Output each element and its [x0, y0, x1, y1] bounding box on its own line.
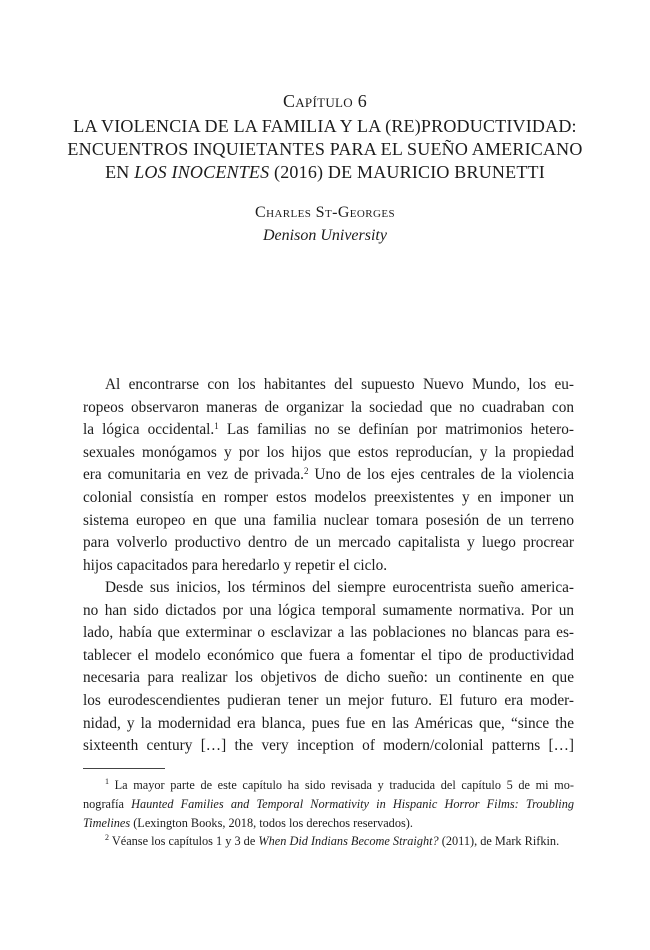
text-line: necesaria para realizar los objetivos de dicho sueño: un continente en que [83, 669, 574, 687]
book-title: When Did Indians Become Straight? [258, 834, 439, 849]
footnote-1-line [83, 814, 574, 833]
footnote-text: (Lexington Books, 2018, todos los derechos reservados). [130, 815, 413, 830]
title-text: (2016) DE MAURICIO BRUNETTI [269, 162, 545, 182]
footnotes [83, 776, 574, 851]
footnote-text: La mayor parte de este capítulo ha sido revisada y traducida del capítulo 5 de mi mo- [114, 778, 574, 792]
book-title: Timelines [83, 815, 131, 830]
body-paragraph-1 [83, 374, 574, 577]
footnote-text: Véanse los capítulos 1 y 3 de [111, 834, 259, 849]
footnote-divider [83, 768, 165, 769]
chapter-label: Capítulo 6 [282, 91, 368, 111]
title-text: EN [105, 162, 135, 182]
author-affiliation: Denison University [263, 227, 387, 244]
text-run: Las familias no se definían por matrimonios hetero- [218, 421, 574, 439]
body-paragraph-2 [83, 577, 574, 758]
chapter-title-line-1: LA VIOLENCIA DE LA FAMILIA Y LA (RE)PRODUCTIVIDAD: [73, 116, 577, 136]
text-line: nidad, y la modernidad era blanca, pues fue en las Américas que, “since the [83, 714, 574, 732]
text-run: Uno de los ejes centrales de la violencia [308, 466, 574, 484]
footnote-2-line [83, 832, 574, 851]
text-line [83, 419, 574, 442]
text-run: era comunitaria en vez de privada. [83, 466, 305, 484]
text-line: sixteenth century […] the very inception of modern/colonial patterns […] [83, 737, 574, 755]
footnote-text: (2011), de Mark Rifkin. [438, 834, 560, 849]
text-line: colonial consistía en romper estos modelos preexistentes y en imponer un [83, 488, 574, 506]
text-line: Desde sus inicios, los términos del siempre eurocentrista sueño america- [105, 579, 574, 596]
text-line: sexuales monógamos y por los hijos que estos reproducían, y la propiedad [83, 443, 574, 461]
text-line: no han sido dictados por una lógica temporal sumamente normativa. Por un [83, 601, 574, 619]
text-line: los eurodescendientes pudieran tener un mejor futuro. El futuro era moder- [83, 691, 574, 709]
text-line: ropeos observaron maneras de organizar la sociedad que no cuadraban con [83, 398, 574, 416]
book-title: Haunted Families and Temporal Normativity in Hispanic Horror Films: Troubling [131, 796, 574, 811]
film-title: LOS INOCENTES [134, 162, 270, 182]
author-name: Charles St-Georges [255, 204, 395, 221]
text-line: para volverlo productivo dentro de un mercado capitalista y luego procrear [83, 534, 574, 552]
footnote-1-line [83, 776, 574, 795]
text-line: hijos capacitados para heredarlo y repetir el ciclo. [83, 556, 388, 574]
footnote-text: nografía [83, 796, 132, 811]
chapter-title-line-3 [0, 160, 650, 184]
text-line: lado, había que exterminar o esclavizar a las poblaciones no blancas para es- [83, 624, 574, 642]
text-line: Al encontrarse con los habitantes del supuesto Nuevo Mundo, los eu- [105, 376, 574, 393]
text-line [83, 464, 574, 487]
chapter-title-line-2: ENCUENTROS INQUIETANTES PARA EL SUEÑO AMERICANO [67, 139, 583, 159]
footnote-1-line [83, 795, 574, 814]
footnote-ref[interactable]: 2 [304, 466, 309, 477]
footnote-ref[interactable]: 1 [214, 421, 219, 432]
text-line: sistema europeo en que una familia nuclear tomara posesión de un terreno [83, 511, 574, 529]
text-line: tablecer el modelo económico que fuera a fomentar el tipo de productividad [83, 646, 574, 664]
footnote-mark: 2 [105, 833, 109, 843]
footnote-mark: 1 [105, 777, 109, 786]
text-run: la lógica occidental. [83, 421, 215, 439]
